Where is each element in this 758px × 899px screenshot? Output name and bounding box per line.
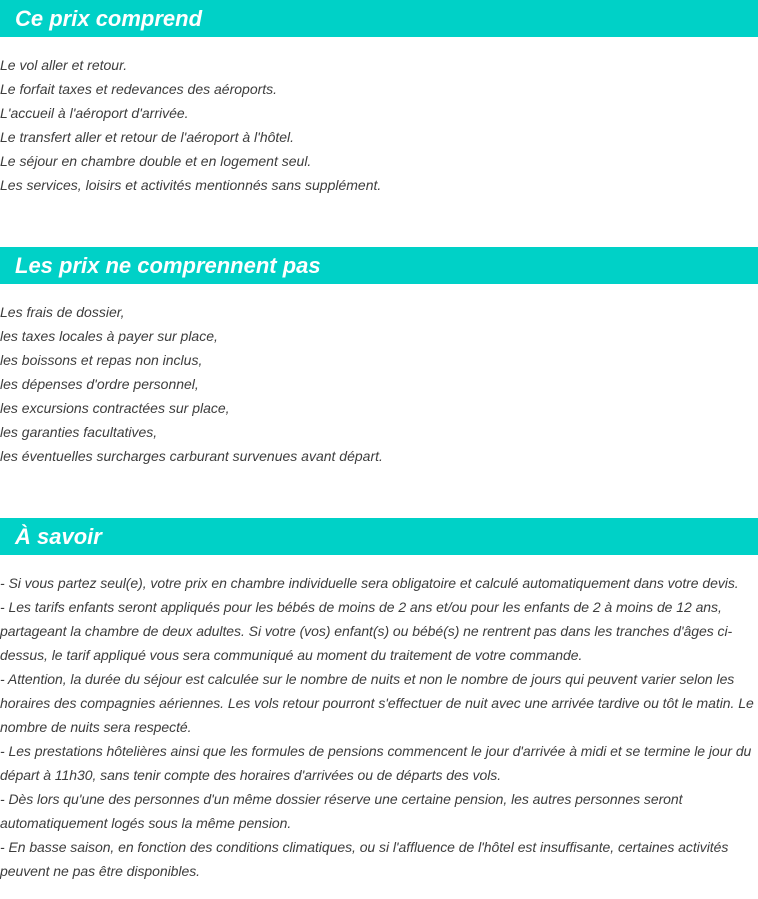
included-list: [0, 37, 758, 197]
list-item: les excursions contractées sur place,: [0, 400, 230, 416]
section-header-included: [0, 0, 758, 37]
list-item: Le transfert aller et retour de l'aéroport à l'hôtel.: [0, 129, 295, 145]
section-good-to-know: [0, 518, 758, 883]
good-to-know-body: [0, 555, 758, 883]
section-header-good-to-know: [0, 518, 758, 555]
list-item: les dépenses d'ordre personnel,: [0, 376, 199, 392]
list-item: Les services, loisirs et activités mentionnés sans supplément.: [0, 177, 382, 193]
list-item: les boissons et repas non inclus,: [0, 352, 203, 368]
not-included-list: [0, 284, 758, 468]
info-paragraph: - Dès lors qu'une des personnes d'un même dossier réserve une certaine pension, les autres personnes seront automatiquement logés sous la même pension.: [0, 791, 683, 831]
section-title-good-to-know: À savoir: [15, 524, 102, 549]
info-paragraph: - Les prestations hôtelières ainsi que les formules de pensions commencent le jour d'arrivée à midi et se termine le jour du départ à 11h30, sans tenir compte des horaires d'arrivées ou de départs des vols.: [0, 743, 752, 783]
list-item: les taxes locales à payer sur place,: [0, 328, 218, 344]
info-paragraph: - Si vous partez seul(e), votre prix en chambre individuelle sera obligatoire et calculé automatiquement dans votre devis.: [0, 575, 739, 591]
list-item: Les frais de dossier,: [0, 304, 125, 320]
list-item: Le vol aller et retour.: [0, 57, 128, 73]
info-paragraph: - En basse saison, en fonction des conditions climatiques, ou si l'affluence de l'hôtel est insuffisante, certaines activités peuvent ne pas être disponibles.: [0, 839, 729, 879]
info-paragraph: - Les tarifs enfants seront appliqués pour les bébés de moins de 2 ans et/ou pour les enfants de 2 à moins de 12 ans, partageant la chambre de deux adultes. Si votre (vos) enfant(s) ou bébé(s) ne rentrent pas dans les tranches d'âges ci-dessus, le tarif appliqué vous sera communiqué au moment du traitement de votre commande.: [0, 599, 733, 663]
list-item: Le forfait taxes et redevances des aéroports.: [0, 81, 278, 97]
list-item: Le séjour en chambre double et en logement seul.: [0, 153, 312, 169]
section-title-not-included: Les prix ne comprennent pas: [15, 253, 321, 278]
section-title-included: Ce prix comprend: [15, 6, 203, 31]
info-paragraph: - Attention, la durée du séjour est calculée sur le nombre de nuits et non le nombre de jours qui peuvent varier selon les horaires des compagnies aériennes. Les vols retour pourront s'effectuer de nuit avec une arrivée tardive ou tôt le matin. Le nombre de nuits sera respecté.: [0, 671, 754, 735]
section-header-not-included: [0, 247, 758, 284]
section-not-included: [0, 247, 758, 468]
list-item: les garanties facultatives,: [0, 424, 158, 440]
list-item: les éventuelles surcharges carburant survenues avant départ.: [0, 448, 383, 464]
section-included: [0, 0, 758, 197]
list-item: L'accueil à l'aéroport d'arrivée.: [0, 105, 189, 121]
